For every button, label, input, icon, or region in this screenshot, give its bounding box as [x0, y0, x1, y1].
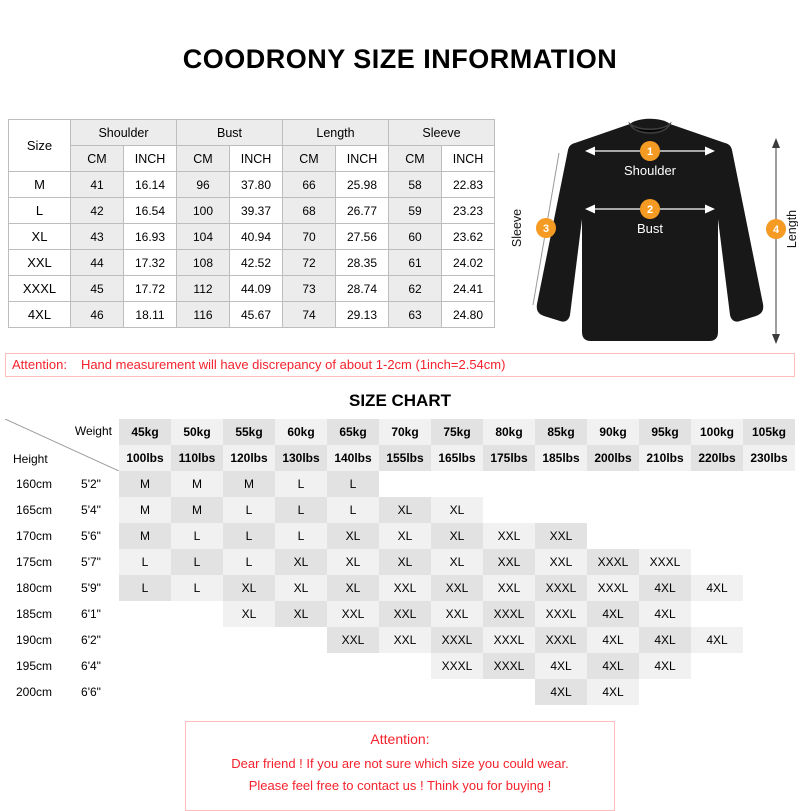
height-cm-cell: 190cm [5, 627, 63, 653]
recommended-size-cell: M [119, 471, 171, 497]
recommended-size-cell: L [275, 497, 327, 523]
recommended-size-cell: L [275, 471, 327, 497]
recommended-size-cell: XL [431, 549, 483, 575]
measurement-cell: 62 [389, 276, 442, 302]
measurement-cell: 37.80 [230, 172, 283, 198]
size-table-header-cm: CM [71, 146, 124, 172]
bust-label: Bust [636, 221, 664, 236]
empty-cell [223, 627, 275, 653]
measurement-cell: 16.14 [124, 172, 177, 198]
measurement-cell: 26.77 [336, 198, 389, 224]
measurement-cell: 45 [71, 276, 124, 302]
measurement-cell: 16.54 [124, 198, 177, 224]
recommended-size-cell: XL [275, 575, 327, 601]
size-table [8, 119, 495, 328]
recommended-size-cell: XL [223, 575, 275, 601]
weight-lbs-header: 100lbs [119, 445, 171, 471]
height-cm-cell: 160cm [5, 471, 63, 497]
attention-text: Hand measurement will have discrepancy of about 1-2cm (1inch=2.54cm) [80, 357, 506, 372]
shoulder-label: Shoulder [623, 163, 677, 178]
measurement-cell: 59 [389, 198, 442, 224]
size-table-header-cm: CM [283, 146, 336, 172]
empty-cell [483, 679, 535, 705]
chart-row [5, 627, 795, 653]
weight-kg-header: 85kg [535, 419, 587, 445]
weight-kg-header: 55kg [223, 419, 275, 445]
recommended-size-cell: L [171, 523, 223, 549]
empty-cell [587, 523, 639, 549]
recommended-size-cell: L [327, 471, 379, 497]
height-ft-cell: 5'6" [63, 523, 119, 549]
chart-row [5, 471, 795, 497]
recommended-size-cell: L [275, 523, 327, 549]
marker-1-number: 1 [646, 146, 654, 158]
measurement-cell: 17.72 [124, 276, 177, 302]
page-title: COODRONY SIZE INFORMATION [182, 44, 618, 74]
empty-cell [639, 679, 691, 705]
weight-height-corner-cell [5, 419, 119, 471]
chart-row [5, 575, 795, 601]
measurement-cell: 46 [71, 302, 124, 328]
height-ft-cell: 5'2" [63, 471, 119, 497]
weight-kg-header: 80kg [483, 419, 535, 445]
empty-cell [743, 627, 795, 653]
empty-cell [275, 653, 327, 679]
height-ft-cell: 5'7" [63, 549, 119, 575]
measurement-cell: 68 [283, 198, 336, 224]
weight-kg-header: 105kg [743, 419, 795, 445]
recommended-size-cell: XXL [327, 627, 379, 653]
recommended-size-cell: XXL [379, 601, 431, 627]
recommended-size-cell: L [223, 497, 275, 523]
recommended-size-cell: XXXL [587, 575, 639, 601]
size-table-row [9, 224, 495, 250]
recommended-size-cell: XL [223, 601, 275, 627]
size-table-header-cm: CM [389, 146, 442, 172]
recommended-size-cell: XXXL [535, 627, 587, 653]
size-table-header-size: Size [9, 120, 71, 172]
recommended-size-cell: M [119, 497, 171, 523]
footer-line-2: Please feel free to contact us ! Think you for buying ! [248, 778, 552, 793]
measurement-cell: 60 [389, 224, 442, 250]
size-label-cell: 4XL [9, 302, 71, 328]
measurement-cell: 44.09 [230, 276, 283, 302]
recommended-size-cell: XXL [483, 575, 535, 601]
recommended-size-cell: XXXL [639, 549, 691, 575]
measurement-cell: 100 [177, 198, 230, 224]
marker-3-number: 3 [542, 223, 550, 235]
height-ft-cell: 6'6" [63, 679, 119, 705]
sleeve-label: Sleeve [510, 208, 524, 248]
measurement-cell: 24.02 [442, 250, 495, 276]
recommended-size-cell: XXXL [431, 627, 483, 653]
chart-row [5, 549, 795, 575]
recommended-size-cell: M [171, 471, 223, 497]
size-table-header-inch: INCH [336, 146, 389, 172]
marker-2-number: 2 [646, 204, 654, 216]
size-table-header-inch: INCH [124, 146, 177, 172]
recommended-size-cell: XL [275, 601, 327, 627]
empty-cell [379, 653, 431, 679]
recommended-size-cell: 4XL [535, 679, 587, 705]
size-table-row [9, 302, 495, 328]
recommended-size-cell: XXXL [535, 601, 587, 627]
recommended-size-cell: XXL [535, 549, 587, 575]
recommended-size-cell: 4XL [587, 679, 639, 705]
empty-cell [691, 471, 743, 497]
weight-lbs-header: 210lbs [639, 445, 691, 471]
chart-row [5, 601, 795, 627]
measurement-cell: 70 [283, 224, 336, 250]
measurement-cell: 23.23 [442, 198, 495, 224]
weight-lbs-header: 165lbs [431, 445, 483, 471]
empty-cell [743, 679, 795, 705]
size-table-header-inch: INCH [442, 146, 495, 172]
recommended-size-cell: L [171, 575, 223, 601]
chart-row [5, 497, 795, 523]
measurement-cell: 72 [283, 250, 336, 276]
empty-cell [743, 549, 795, 575]
size-chart-table [5, 419, 795, 705]
empty-cell [691, 523, 743, 549]
height-ft-cell: 6'2" [63, 627, 119, 653]
measurement-cell: 24.41 [442, 276, 495, 302]
empty-cell [639, 497, 691, 523]
measurement-cell: 44 [71, 250, 124, 276]
recommended-size-cell: M [171, 497, 223, 523]
measurement-cell: 28.35 [336, 250, 389, 276]
empty-cell [587, 497, 639, 523]
measurement-cell: 41 [71, 172, 124, 198]
empty-cell [535, 471, 587, 497]
chart-row [5, 523, 795, 549]
weight-kg-header: 50kg [171, 419, 223, 445]
height-ft-cell: 6'4" [63, 653, 119, 679]
shirt-figure [502, 109, 798, 349]
size-table-header-inch: INCH [230, 146, 283, 172]
recommended-size-cell: XL [327, 549, 379, 575]
footer-line-1: Dear friend ! If you are not sure which size you could wear. [231, 756, 569, 771]
measurement-cell: 25.98 [336, 172, 389, 198]
measurement-cell: 96 [177, 172, 230, 198]
empty-cell [119, 679, 171, 705]
height-cm-cell: 175cm [5, 549, 63, 575]
measurement-cell: 40.94 [230, 224, 283, 250]
empty-cell [639, 523, 691, 549]
recommended-size-cell: XL [327, 575, 379, 601]
height-cm-cell: 170cm [5, 523, 63, 549]
empty-cell [743, 575, 795, 601]
measurement-cell: 29.13 [336, 302, 389, 328]
size-label-cell: XXL [9, 250, 71, 276]
weight-lbs-header: 185lbs [535, 445, 587, 471]
empty-cell [483, 471, 535, 497]
empty-cell [119, 653, 171, 679]
size-table-header-group: Sleeve [389, 120, 495, 146]
weight-lbs-header: 230lbs [743, 445, 795, 471]
size-label-cell: XL [9, 224, 71, 250]
height-ft-cell: 6'1" [63, 601, 119, 627]
empty-cell [431, 471, 483, 497]
weight-kg-header: 70kg [379, 419, 431, 445]
recommended-size-cell: XXXL [535, 575, 587, 601]
empty-cell [119, 627, 171, 653]
recommended-size-cell: L [223, 523, 275, 549]
measurement-cell: 22.83 [442, 172, 495, 198]
empty-cell [639, 471, 691, 497]
recommended-size-cell: XXXL [483, 627, 535, 653]
empty-cell [171, 653, 223, 679]
weight-kg-header: 75kg [431, 419, 483, 445]
weight-kg-header: 45kg [119, 419, 171, 445]
empty-cell [743, 471, 795, 497]
empty-cell [171, 601, 223, 627]
height-cm-cell: 165cm [5, 497, 63, 523]
measurement-cell: 108 [177, 250, 230, 276]
weight-lbs-header: 140lbs [327, 445, 379, 471]
empty-cell [691, 679, 743, 705]
footer-attention-title: Attention: [370, 731, 430, 747]
empty-cell [119, 601, 171, 627]
recommended-size-cell: XL [379, 549, 431, 575]
length-measure-line [772, 138, 780, 344]
measurement-cell: 27.56 [336, 224, 389, 250]
recommended-size-cell: XXL [483, 549, 535, 575]
size-label-cell: L [9, 198, 71, 224]
marker-4-number: 4 [772, 224, 780, 236]
recommended-size-cell: XL [379, 497, 431, 523]
recommended-size-cell: 4XL [639, 601, 691, 627]
recommended-size-cell: XXL [535, 523, 587, 549]
recommended-size-cell: 4XL [587, 653, 639, 679]
empty-cell [379, 679, 431, 705]
recommended-size-cell: L [119, 575, 171, 601]
weight-lbs-header: 155lbs [379, 445, 431, 471]
recommended-size-cell: XXXL [483, 653, 535, 679]
measurement-cell: 63 [389, 302, 442, 328]
recommended-size-cell: XXL [431, 601, 483, 627]
empty-cell [431, 679, 483, 705]
height-cm-cell: 185cm [5, 601, 63, 627]
recommended-size-cell: L [223, 549, 275, 575]
footer-attention-box [185, 721, 615, 811]
weight-axis-label: Weight [74, 424, 112, 438]
measurement-cell: 24.80 [442, 302, 495, 328]
recommended-size-cell: 4XL [587, 601, 639, 627]
empty-cell [327, 653, 379, 679]
empty-cell [171, 627, 223, 653]
recommended-size-cell: L [171, 549, 223, 575]
height-axis-label: Height [13, 452, 48, 466]
measurement-cell: 42.52 [230, 250, 283, 276]
recommended-size-cell: XL [327, 523, 379, 549]
weight-lbs-header: 120lbs [223, 445, 275, 471]
size-table-row [9, 198, 495, 224]
weight-kg-header: 90kg [587, 419, 639, 445]
empty-cell [743, 601, 795, 627]
weight-kg-header: 65kg [327, 419, 379, 445]
height-cm-cell: 200cm [5, 679, 63, 705]
measurement-cell: 45.67 [230, 302, 283, 328]
recommended-size-cell: XL [275, 549, 327, 575]
weight-kg-header: 100kg [691, 419, 743, 445]
recommended-size-cell: XXXL [431, 653, 483, 679]
measurement-cell: 61 [389, 250, 442, 276]
recommended-size-cell: XL [431, 523, 483, 549]
measurement-cell: 16.93 [124, 224, 177, 250]
size-table-header-cm: CM [177, 146, 230, 172]
measurement-cell: 28.74 [336, 276, 389, 302]
size-label-cell: M [9, 172, 71, 198]
measurement-cell: 104 [177, 224, 230, 250]
height-cm-cell: 180cm [5, 575, 63, 601]
measurement-cell: 116 [177, 302, 230, 328]
measurement-cell: 73 [283, 276, 336, 302]
recommended-size-cell: XXXL [483, 601, 535, 627]
empty-cell [691, 601, 743, 627]
size-table-header-group: Shoulder [71, 120, 177, 146]
weight-lbs-header: 130lbs [275, 445, 327, 471]
empty-cell [587, 471, 639, 497]
measurement-cell: 112 [177, 276, 230, 302]
measurement-cell: 42 [71, 198, 124, 224]
recommended-size-cell: 4XL [535, 653, 587, 679]
weight-lbs-header: 175lbs [483, 445, 535, 471]
recommended-size-cell: 4XL [639, 627, 691, 653]
recommended-size-cell: M [119, 523, 171, 549]
recommended-size-cell: L [119, 549, 171, 575]
recommended-size-cell: XXL [379, 575, 431, 601]
empty-cell [691, 497, 743, 523]
shirt-measurement-diagram [502, 109, 798, 349]
size-table-header-group: Length [283, 120, 389, 146]
measurement-cell: 23.62 [442, 224, 495, 250]
top-section [0, 97, 800, 341]
recommended-size-cell: L [327, 497, 379, 523]
empty-cell [535, 497, 587, 523]
size-label-cell: XXXL [9, 276, 71, 302]
measurement-note [5, 353, 795, 377]
chart-row [5, 653, 795, 679]
recommended-size-cell: XXL [379, 627, 431, 653]
measurement-cell: 18.11 [124, 302, 177, 328]
empty-cell [379, 471, 431, 497]
measurement-cell: 66 [283, 172, 336, 198]
recommended-size-cell: 4XL [587, 627, 639, 653]
attention-label: Attention: [12, 357, 67, 372]
measurement-cell: 39.37 [230, 198, 283, 224]
size-table-header-group: Bust [177, 120, 283, 146]
measurement-cell: 58 [389, 172, 442, 198]
empty-cell [743, 497, 795, 523]
size-chart-heading: SIZE CHART [349, 391, 451, 410]
measurement-cell: 43 [71, 224, 124, 250]
weight-kg-header: 60kg [275, 419, 327, 445]
empty-cell [743, 653, 795, 679]
recommended-size-cell: XL [379, 523, 431, 549]
weight-lbs-header: 110lbs [171, 445, 223, 471]
measurement-cell: 17.32 [124, 250, 177, 276]
empty-cell [691, 549, 743, 575]
recommended-size-cell: 4XL [691, 627, 743, 653]
empty-cell [691, 653, 743, 679]
recommended-size-cell: XXL [483, 523, 535, 549]
size-table-row [9, 250, 495, 276]
size-table-row [9, 276, 495, 302]
weight-lbs-header: 220lbs [691, 445, 743, 471]
recommended-size-cell: 4XL [639, 575, 691, 601]
chart-row [5, 679, 795, 705]
empty-cell [223, 653, 275, 679]
size-table-row [9, 172, 495, 198]
length-label: Length [785, 209, 798, 249]
recommended-size-cell: 4XL [691, 575, 743, 601]
empty-cell [275, 679, 327, 705]
empty-cell [483, 497, 535, 523]
measurement-cell: 74 [283, 302, 336, 328]
weight-kg-header: 95kg [639, 419, 691, 445]
recommended-size-cell: XL [431, 497, 483, 523]
empty-cell [171, 679, 223, 705]
recommended-size-cell: XXXL [587, 549, 639, 575]
empty-cell [327, 679, 379, 705]
weight-lbs-header: 200lbs [587, 445, 639, 471]
recommended-size-cell: M [223, 471, 275, 497]
empty-cell [743, 523, 795, 549]
height-cm-cell: 195cm [5, 653, 63, 679]
empty-cell [275, 627, 327, 653]
recommended-size-cell: 4XL [639, 653, 691, 679]
height-ft-cell: 5'4" [63, 497, 119, 523]
empty-cell [223, 679, 275, 705]
recommended-size-cell: XXL [327, 601, 379, 627]
height-ft-cell: 5'9" [63, 575, 119, 601]
recommended-size-cell: XXL [431, 575, 483, 601]
